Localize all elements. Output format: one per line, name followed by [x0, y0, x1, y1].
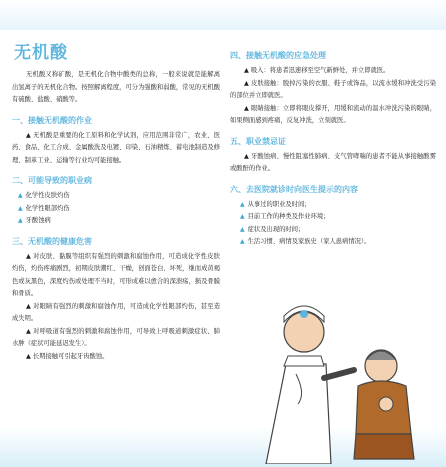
triangle-bullet-icon: ▲	[18, 217, 23, 224]
section-1-paragraph: ▲ 无机酸是重要的化工原料和化学试剂，应用范围非常广，农业、医药、食品、化工合成、金属酸洗及电镀、印染、石油精炼、蓄电池制造及修理、制革工业、运输等行业均可能接触。	[12, 131, 220, 164]
doctor-patient-illustration	[236, 294, 436, 464]
left-column	[12, 38, 220, 363]
section-heading-6: 六、去医院就诊时向医生提示的内容	[230, 184, 358, 194]
section-3-paragraph: ▲ 对皮肤、黏膜等组织有强烈的刺激和腐蚀作用，可造成化学性皮肤灼伤，灼伤疼痛剧烈，初期皮肤潮红、干燥，创面苍白、坏死，继而成黄褐色或灰黑色，深度灼伤或处理不当时，可形成难以愈合的深溃疡，损及骨膜和骨质。	[12, 252, 220, 297]
list-item: ▲ 从事过的职业及时间；	[240, 200, 311, 208]
triangle-bullet-icon: ▲	[240, 200, 245, 208]
section-5-paragraph: ▲ 牙酸蚀病、慢性阻塞性肺病、支气管哮喘的患者不能从事接触酸雾或酸酐的作业。	[230, 152, 436, 172]
section-3-paragraph: ▲ 长期接触可引起牙齿酸蚀。	[26, 352, 109, 360]
list-item: ▲ 牙酸蚀病	[18, 217, 51, 224]
list-item: ▲ 生活习惯、病情及家族史（家人患病情况）。	[240, 238, 371, 245]
section-3-paragraph: ▲ 对呼吸道有强烈的刺激和腐蚀作用，可导致上呼吸道刺激症状、肺水肿（症状可能延迟发生）。	[12, 327, 220, 347]
section-heading-1: 一、接触无机酸的作业	[12, 115, 92, 125]
section-4-paragraph: ▲ 吸入：将患者迅速移至空气新鲜处，并立即就医。	[244, 67, 390, 74]
top-gradient-band	[0, 0, 446, 30]
doctor-figure	[266, 306, 354, 464]
intro-paragraph: 无机酸又称矿酸，是无机化合物中酸类的总称，一般来说就是能解离出氢离子的无机化合物。按照解离程度，可分为强酸和弱酸，常见的无机酸有硫酸、盐酸、硝酸等。	[12, 71, 220, 103]
triangle-bullet-icon: ▲	[240, 213, 245, 220]
section-heading-4: 四、接触无机酸的应急处理	[230, 51, 326, 60]
triangle-bullet-icon: ▲	[18, 204, 23, 212]
triangle-bullet-icon: ▲	[18, 192, 23, 199]
section-heading-5: 五、职业禁忌证	[230, 136, 286, 146]
section-3-paragraph: ▲ 对眼睛有强烈的刺激和腐蚀作用，可造成化学性眼部灼伤，甚至造成失明。	[12, 302, 220, 322]
right-column	[230, 50, 436, 249]
list-item: ▲ 症状及出现的时间；	[240, 225, 305, 233]
page-title: 无机酸	[14, 43, 68, 63]
section-4-paragraph: ▲ 皮肤接触：脱掉污染的衣服、鞋子或饰品，以流水缓和冲洗受污染的部位并立即就医。	[230, 79, 436, 99]
section-heading-3: 三、无机酸的健康危害	[12, 236, 92, 246]
list-item: ▲ 化学性皮肤灼伤	[18, 192, 70, 199]
section-4-paragraph: ▲ 眼睛接触：立即将眼皮撑开，用缓和流动的温水冲洗污染的眼睛，如果侧面感到疼痛，反复冲洗，立刻就医。	[230, 104, 436, 124]
list-item: ▲ 化学性眼部灼伤	[18, 204, 70, 212]
patient-figure	[354, 350, 414, 459]
triangle-bullet-icon: ▲	[240, 238, 245, 245]
triangle-bullet-icon: ▲	[240, 225, 245, 233]
list-item: ▲ 目前工作的种类及作业环境；	[240, 213, 330, 220]
section-heading-2: 二、可能导致的职业病	[12, 176, 92, 185]
